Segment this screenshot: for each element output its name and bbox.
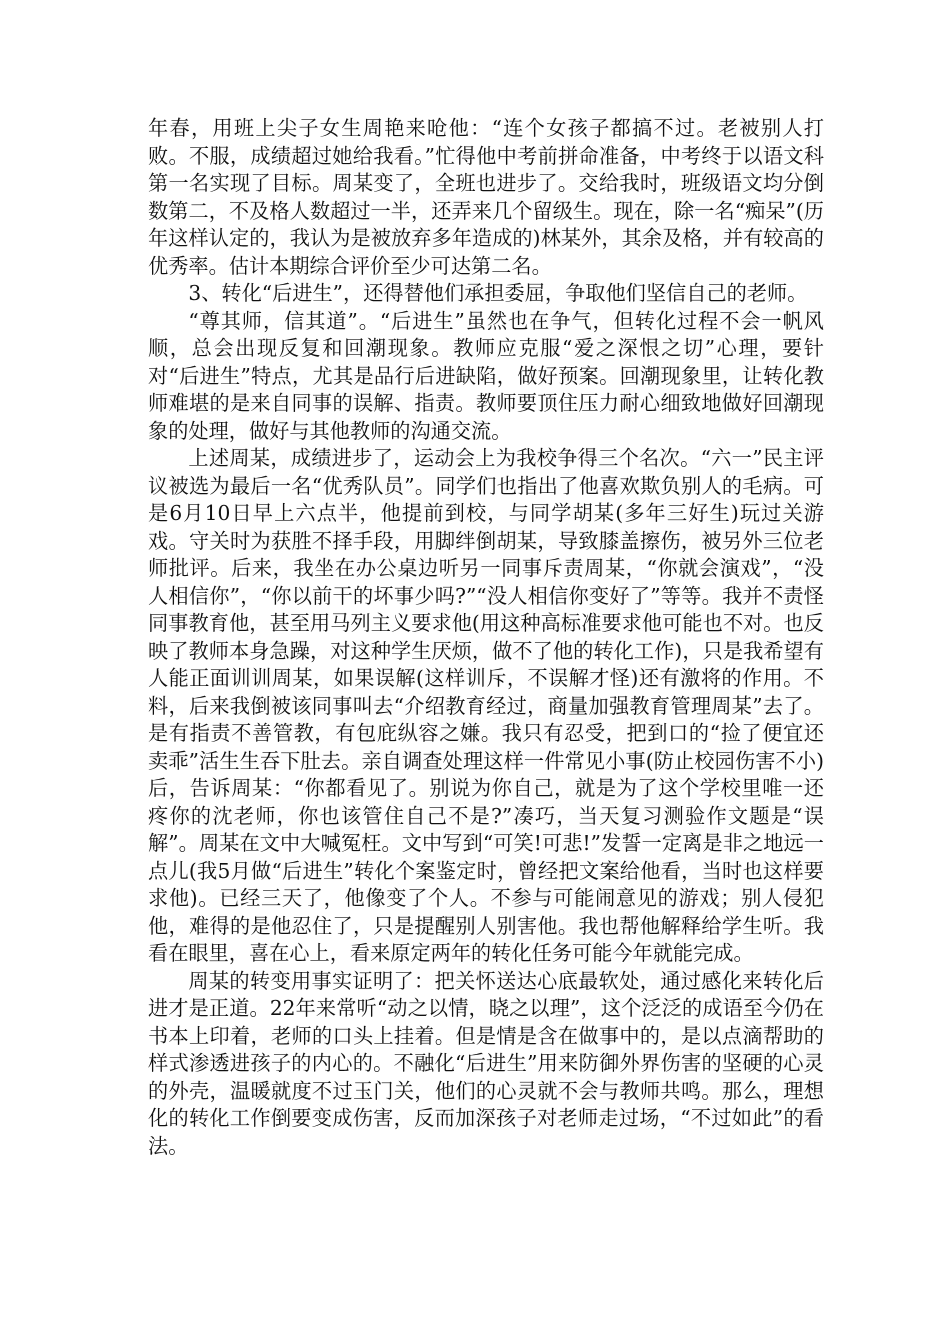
- paragraph-3: “尊其师，信其道”。“后进生”虽然也在争气，但转化过程不会一帆风顺，总会出现反复和回潮现象。教师应克服“爱之深恨之切”心理，要针对“后进生”特点，尤其是品行后进缺陷，做好预案。回潮现象里，让转化教师难堪的是来自同事的误解、指责。教师要顶住压力耐心细致地做好回潮现象的处理，做好与其他教师的沟通交流。: [148, 308, 824, 443]
- paragraph-2: 3、转化“后进生”，还得替他们承担委屈，争取他们坚信自己的老师。: [188, 281, 808, 305]
- paragraph-5: 周某的转变用事实证明了：把关怀送达心底最软处，通过感化来转化后进才是正道。22年来常听“动之以情，晓之以理”，这个泛泛的成语至今仍在书本上印着，老师的口头上挂着。但是情是含在做事中的，是以点滴帮助的样式渗透进孩子的内心的。不融化“后进生”用来防御外界伤害的坚硬的心灵的外壳，温暖就度不过玉门关，他们的心灵就不会与教师共鸣。那么，理想化的转化工作倒要变成伤害，反而加深孩子对老师走过场，“不过如此”的看法。: [148, 968, 824, 1158]
- paragraph-1: 年春，用班上尖子女生周艳来呛他：“连个女孩子都搞不过。老被别人打败。不服，成绩超过她给我看。”忙得他中考前拼命准备，中考终于以语文科第一名实现了目标。周某变了，全班也进步了。交给我时，班级语文均分倒数第二，不及格人数超过一半，还弄来几个留级生。现在，除一名“痴呆”(历年这样认定的，我认为是被放弃多年造成的)林某外，其余及格，并有较高的优秀率。估计本期综合评价至少可达第二名。: [148, 116, 824, 278]
- document-page: [148, 115, 824, 1160]
- paragraph-4: 上述周某，成绩进步了，运动会上为我校争得三个名次。“六一”民主评议被选为最后一名“优秀队员”。同学们也指出了他喜欢欺负别人的毛病。可是6月10日早上六点半，他提前到校，与同学胡某(多年三好生)玩过关游戏。守关时为获胜不择手段，用脚绊倒胡某，导致膝盖擦伤，被另外三位老师批评。后来，我坐在办公桌边听另一同事斥责周某，“你就会演戏”，“没人相信你”，“你以前干的坏事少吗?”“没人相信你变好了”等等。我并不责怪同事教育他，甚至用马列主义要求他(用这种高标准要求他可能也不对。也反映了教师本身急躁，对这种学生厌烦，做不了他的转化工作)，只是我希望有人能正面训训周某，如果误解(这样训斥，不误解才怪)还有激将的作用。不料，后来我倒被该同事叫去“介绍教育经过，商量加强教育管理周某”去了。是有指责不善管教，有包庇纵容之嫌。我只有忍受，把到口的“捡了便宜还卖乖”活生生吞下肚去。亲自调查处理这样一件常见小事(防止校园伤害不小)后，告诉周某：“你都看见了。别说为你自己，就是为了这个学校里唯一还疼你的沈老师，你也该管住自己不是?”凑巧，当天复习测验作文题是“误解”。周某在文中大喊冤枉。文中写到“可笑!可悲!”发誓一定离是非之地远一点儿(我5月做“后进生”转化个案鉴定时，曾经把文案给他看，当时也这样要求他)。已经三天了，他像变了个人。不参与可能闹意见的游戏；别人侵犯他，难得的是他忍住了，只是提醒别人别害他。我也帮他解释给学生听。我看在眼里，喜在心上，看来原定两年的转化任务可能今年就能完成。: [148, 446, 824, 965]
